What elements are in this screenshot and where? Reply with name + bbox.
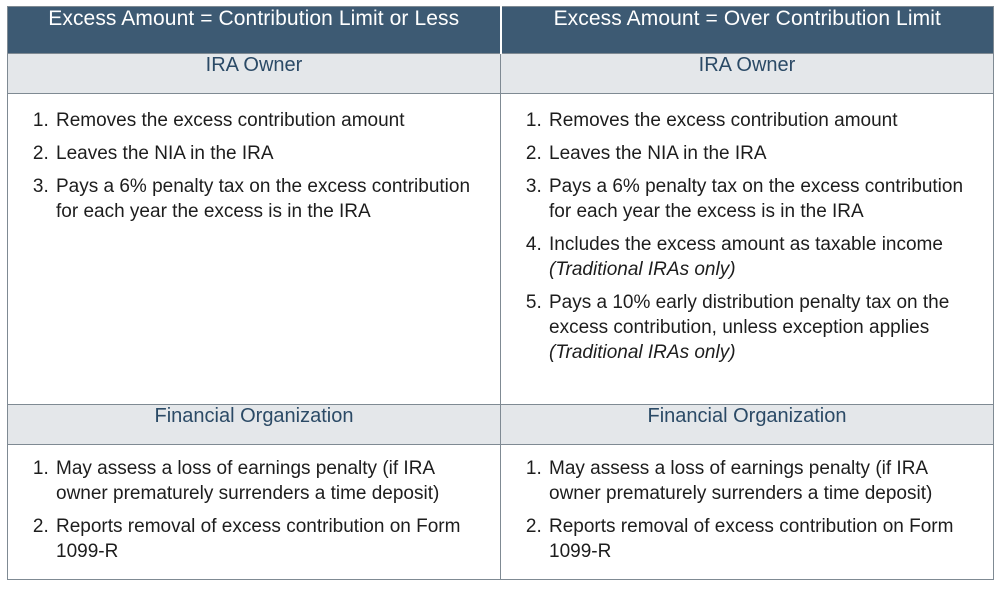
ira-owner-list-left	[8, 94, 500, 224]
ira-owner-label-right: IRA Owner	[501, 54, 994, 94]
list-item-text: Includes the excess amount as taxable income	[549, 234, 943, 255]
financial-org-label-row	[8, 405, 994, 445]
list-item	[547, 290, 973, 365]
header-over-contribution-limit: Excess Amount = Over Contribution Limit	[501, 7, 994, 54]
list-item	[547, 232, 973, 282]
financial-org-label-left: Financial Organization	[8, 405, 501, 445]
list-item-text: Pays a 10% early distribution penalty tax on the excess contribution, unless exception applies	[549, 292, 950, 338]
list-item: 2. Reports removal of excess contribution on Form 1099-R	[54, 514, 480, 564]
excess-contribution-table	[7, 6, 994, 580]
financial-org-cell-left	[8, 445, 501, 580]
ira-owner-label-row	[8, 54, 994, 94]
traditional-ira-note: (Traditional IRAs only)	[549, 342, 736, 363]
financial-org-cell-right	[501, 445, 994, 580]
list-item: 2. Leaves the NIA in the IRA	[547, 141, 973, 166]
financial-org-body-row	[8, 445, 994, 580]
financial-org-list-left	[8, 445, 500, 564]
ira-owner-cell-right	[501, 94, 994, 405]
ira-owner-body-row	[8, 94, 994, 405]
header-row	[8, 7, 994, 54]
ira-owner-list-right	[501, 94, 993, 365]
list-item: 2. Leaves the NIA in the IRA	[54, 141, 480, 166]
list-item: 1. May assess a loss of earnings penalty (if IRA owner prematurely surrenders a time deposit)	[547, 456, 973, 506]
financial-org-label-right: Financial Organization	[501, 405, 994, 445]
list-item: 1. Removes the excess contribution amount	[547, 108, 973, 133]
traditional-ira-note: (Traditional IRAs only)	[549, 259, 736, 280]
list-item: 2. Reports removal of excess contribution on Form 1099-R	[547, 514, 973, 564]
list-item: 1. Removes the excess contribution amount	[54, 108, 480, 133]
financial-org-list-right	[501, 445, 993, 564]
ira-owner-label-left: IRA Owner	[8, 54, 501, 94]
list-item: 3. Pays a 6% penalty tax on the excess contribution for each year the excess is in the IRA	[54, 174, 480, 224]
list-item: 3. Pays a 6% penalty tax on the excess contribution for each year the excess is in the IRA	[547, 174, 973, 224]
list-item: 1. May assess a loss of earnings penalty (if IRA owner prematurely surrenders a time deposit)	[54, 456, 480, 506]
header-contribution-limit-or-less: Excess Amount = Contribution Limit or Less	[8, 7, 501, 54]
ira-owner-cell-left	[8, 94, 501, 405]
